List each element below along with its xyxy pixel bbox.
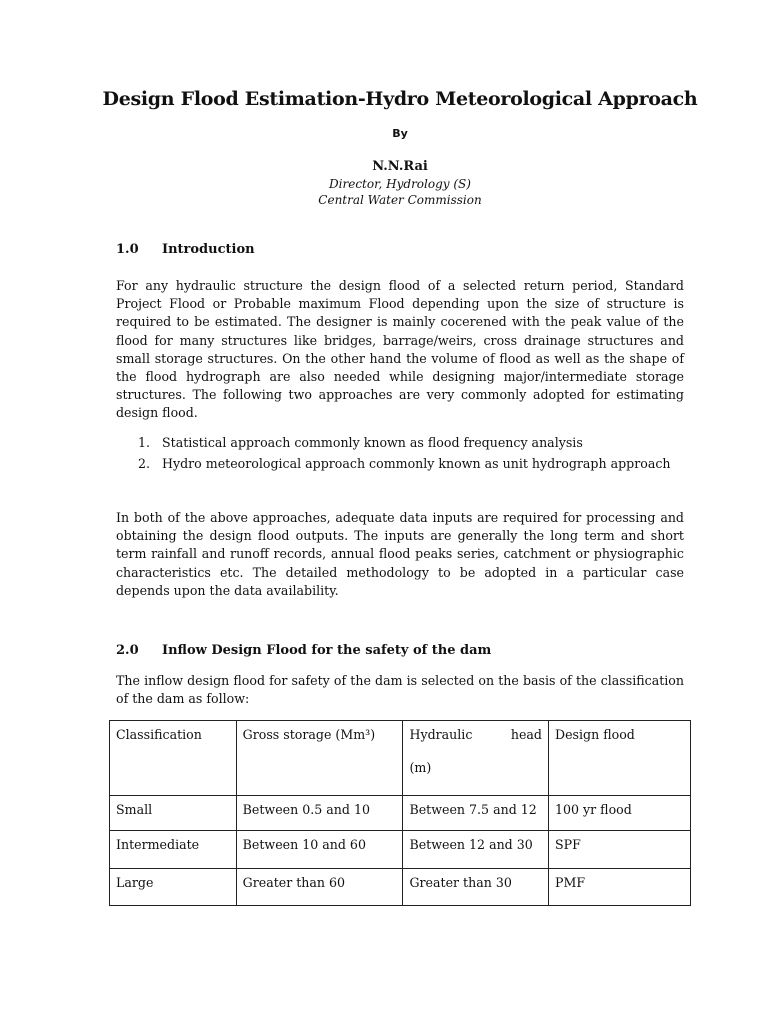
section-2-heading [116,643,491,658]
list-number: 1. [138,435,151,450]
list-item [116,454,684,474]
header-hydraulic-head-word2: head [510,727,542,742]
header-hydraulic-head-unit: (m) [409,760,432,775]
cell-hydraulic-head: Between 7.5 and 12 [403,796,549,831]
header-design-flood: Design flood [549,721,691,796]
list-text: Statistical approach commonly known as flood frequency analysis [162,435,583,450]
list-number: 2. [138,456,151,471]
cell-design-flood: SPF [549,831,691,869]
header-hydraulic-head-word1: Hydraulic [409,727,473,742]
cell-design-flood: PMF [549,869,691,906]
table-header-row [110,721,691,796]
cell-hydraulic-head: Between 12 and 30 [403,831,549,869]
dam-classification-table [109,720,691,906]
approaches-list [116,433,684,475]
intro-paragraph: For any hydraulic structure the design flood of a selected return period, Standard Project Flood or Probable maximum Flood depending upon the size of structure is required to be estimated. The designer is mainly cocerened with the peak value of the flood for many structures like bridges, barrage/weirs, cross drainage structures and small storage structures. On the other hand the volume of flood as well as the shape of the flood hydrograph are also needed while designing major/intermediate storage structures. The following two approaches are very commonly adopted for estimating design flood. [116,278,684,421]
classification-paragraph: The inflow design flood for safety of the dam is selected on the basis of the classification of the dam as follow: [116,673,684,707]
section-title: Introduction [162,242,255,257]
header-gross-storage: Gross storage (Mm³) [236,721,403,796]
cell-classification: Large [110,869,237,906]
cell-classification: Small [110,796,237,831]
author-name: N.N.Rai [372,159,428,174]
table-row [110,796,691,831]
cell-gross-storage: Between 0.5 and 10 [236,796,403,831]
section-number: 1.0 [116,242,139,257]
cell-classification: Intermediate [110,831,237,869]
header-classification: Classification [110,721,237,796]
cell-gross-storage: Between 10 and 60 [236,831,403,869]
header-hydraulic-head [403,721,549,796]
document-title: Design Flood Estimation-Hydro Meteorological Approach [102,88,698,110]
cell-hydraulic-head: Greater than 30 [403,869,549,906]
by-label: By [392,127,408,140]
table-row [110,831,691,869]
author-title: Director, Hydrology (S) [329,177,471,191]
list-text: Hydro meteorological approach commonly known as unit hydrograph approach [162,456,671,471]
cell-gross-storage: Greater than 60 [236,869,403,906]
section-1-heading [116,242,255,257]
cell-design-flood: 100 yr flood [549,796,691,831]
table-row [110,869,691,906]
list-item [116,433,684,453]
section-number: 2.0 [116,643,139,658]
author-organization: Central Water Commission [318,193,482,207]
data-inputs-paragraph: In both of the above approaches, adequate data inputs are required for processing and obtaining the design flood outputs. The inputs are generally the long term and short term rainfall and runoff records, annual flood peaks series, catchment or physiographic characteristics etc. The detailed methodology to be adopted in a particular case depends upon the data availability. [116,510,684,598]
section-title: Inflow Design Flood for the safety of the dam [162,643,492,658]
